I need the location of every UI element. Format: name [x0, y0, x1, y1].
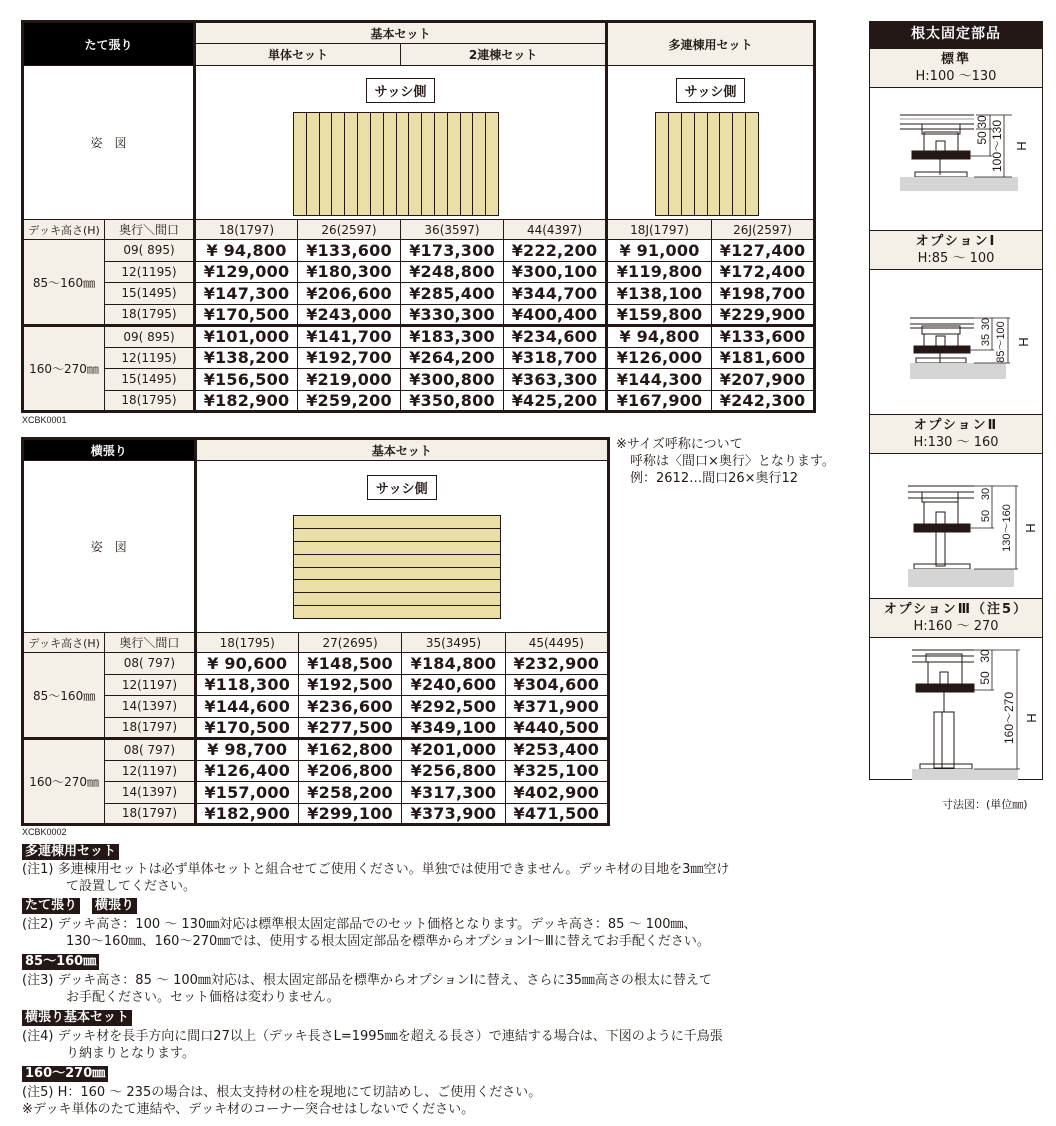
note-text: 多連棟用セットは必ず単体セットと組合せてご使用ください。単独では使用できません。デッキ材の目地を3㎜空け: [57, 862, 730, 877]
price-cell: ¥119,800: [607, 261, 712, 283]
depth-label: 14(1397): [105, 696, 195, 718]
price-cell: ¥256,800: [402, 760, 505, 782]
joist-bracket-diagram-icon: [870, 88, 1044, 230]
price-cell: ¥471,500: [505, 803, 608, 825]
price-cell: ¥ 90,600: [195, 653, 298, 675]
price-cell: ¥181,600: [712, 347, 815, 369]
col-header: 18J(1797): [607, 220, 712, 240]
depth-label: 12(1195): [105, 347, 195, 369]
table-row: [23, 326, 815, 348]
price-cell: ¥198,700: [712, 283, 815, 305]
svg-text:130〜160: 130〜160: [1001, 504, 1013, 552]
price-cell: ¥292,500: [402, 696, 505, 718]
price-cell: ¥170,500: [195, 717, 298, 739]
note-4: [22, 1028, 723, 1062]
price-cell: ¥141,700: [298, 326, 401, 348]
option-name: オプションⅠ: [915, 234, 997, 249]
option-range: H:130 〜 160: [913, 435, 999, 450]
sash-side-label: サッシ側: [367, 475, 437, 500]
price-cell: ¥118,300: [195, 674, 298, 696]
depth-label: 09( 895): [105, 326, 195, 348]
note-text: 130〜160㎜、160〜270㎜では、使用する根太固定部品を標準からオプションⅠ〜Ⅲに替えてお手配ください。: [66, 934, 710, 949]
col-header: 26J(2597): [712, 220, 815, 240]
depth-label: 18(1795): [105, 390, 195, 412]
group-basic-set: 基本セット: [195, 439, 608, 461]
vertical-deck-price-table: [21, 20, 816, 413]
note-text: り納まりとなります。: [66, 1046, 195, 1061]
note-text: お手配ください。セット価格は変わりません。: [66, 990, 340, 1005]
note-label: (注1): [22, 862, 54, 877]
note-label: (注5): [22, 1085, 54, 1100]
col-header-depth-width: 奥行＼間口: [105, 220, 195, 240]
joist-option-header: [870, 414, 1042, 454]
svg-text:50: 50: [975, 131, 989, 145]
group-multi-set: 多連棟用セット: [607, 22, 815, 66]
unit-note: 寸法図：(単位㎜): [942, 798, 1028, 811]
price-cell: ¥147,300: [195, 283, 298, 305]
price-cell: ¥ 94,800: [607, 326, 712, 348]
note-text: ※デッキ単体のたて連結や、デッキ材のコーナー突合せはしないでください。: [22, 1102, 475, 1117]
price-cell: ¥330,300: [401, 304, 504, 326]
price-cell: ¥126,000: [607, 347, 712, 369]
price-cell: ¥138,200: [195, 347, 298, 369]
table-row: [23, 261, 815, 283]
price-cell: ¥243,000: [298, 304, 401, 326]
option-range: H:100 〜130: [915, 69, 997, 84]
price-cell: ¥222,200: [504, 240, 607, 262]
depth-label: 08( 797): [105, 653, 195, 675]
table-row: [23, 653, 609, 675]
price-cell: ¥ 91,000: [607, 240, 712, 262]
table-title-vertical: たて張り: [23, 22, 195, 66]
size-note-example: 例：2612…間口26×奥行12: [630, 471, 799, 486]
price-cell: ¥400,400: [504, 304, 607, 326]
price-cell: ¥170,500: [195, 304, 298, 326]
joist-option1-diagram: [870, 270, 1042, 414]
group-basic-set: 基本セット: [195, 22, 607, 44]
note-tag-multi-set: 多連棟用セット: [22, 844, 119, 860]
price-cell: ¥300,100: [504, 261, 607, 283]
svg-text:H: H: [1016, 337, 1031, 347]
table-row: [23, 347, 815, 369]
price-cell: ¥229,900: [712, 304, 815, 326]
option-name: オプションⅡ: [913, 418, 999, 433]
depth-label: 18(1795): [105, 304, 195, 326]
joist-standard-diagram: [870, 88, 1042, 230]
svg-text:H: H: [1024, 713, 1039, 723]
depth-label: 15(1495): [105, 283, 195, 305]
depth-label: 12(1195): [105, 261, 195, 283]
table-title-horizontal: 横張り: [23, 439, 196, 461]
vertical-deck-figure-basic: [195, 66, 607, 220]
price-cell: ¥300,800: [401, 369, 504, 391]
height-group-label: 85〜160㎜: [23, 653, 105, 739]
price-cell: ¥206,600: [298, 283, 401, 305]
table-row: [23, 674, 609, 696]
svg-text:50: 50: [978, 671, 992, 685]
price-cell: ¥264,200: [401, 347, 504, 369]
price-cell: ¥206,800: [298, 760, 401, 782]
price-cell: ¥144,600: [195, 696, 298, 718]
col-header: 44(4397): [504, 220, 607, 240]
note-tag-85-160: 85〜160㎜: [22, 954, 99, 970]
note-text: デッキ高さ：85 〜 100㎜対応は、根太固定部品を標準からオプションⅠに替え、さらに35㎜高さの根太に替えて: [57, 973, 712, 988]
price-cell: ¥232,900: [505, 653, 608, 675]
table-row: [23, 782, 609, 804]
price-cell: ¥156,500: [195, 369, 298, 391]
svg-text:35: 35: [980, 333, 992, 347]
table-row: [23, 803, 609, 825]
col-header-deck-height: デッキ高さ(H): [23, 633, 105, 653]
price-cell: ¥299,100: [298, 803, 401, 825]
price-cell: ¥318,700: [504, 347, 607, 369]
price-cell: ¥162,800: [298, 739, 401, 761]
price-cell: ¥242,300: [712, 390, 815, 412]
price-cell: ¥138,100: [607, 283, 712, 305]
depth-label: 14(1397): [105, 782, 195, 804]
note-1: [22, 861, 729, 895]
price-cell: ¥344,700: [504, 283, 607, 305]
note-tag-vertical: たて張り: [22, 898, 80, 914]
price-cell: ¥180,300: [298, 261, 401, 283]
svg-text:160〜270: 160〜270: [1002, 691, 1016, 745]
price-cell: ¥373,900: [402, 803, 505, 825]
option-name: オプションⅢ（注5）: [883, 602, 1029, 617]
price-cell: ¥129,000: [195, 261, 298, 283]
svg-text:100〜130: 100〜130: [990, 119, 1004, 173]
price-cell: ¥133,600: [298, 240, 401, 262]
price-cell: ¥248,800: [401, 261, 504, 283]
table-row: [23, 369, 815, 391]
price-cell: ¥159,800: [607, 304, 712, 326]
price-cell: ¥317,300: [402, 782, 505, 804]
depth-label: 08( 797): [105, 739, 195, 761]
col-header: 18(1795): [195, 633, 298, 653]
depth-label: 18(1797): [105, 803, 195, 825]
table-row: [23, 739, 609, 761]
table-row: [23, 696, 609, 718]
option-range: H:85 〜 100: [917, 251, 995, 266]
table-row: [23, 304, 815, 326]
price-cell: ¥350,800: [401, 390, 504, 412]
size-note-line: 呼称は〈間口×奥行〉となります。: [630, 454, 835, 469]
svg-text:H: H: [1023, 523, 1038, 533]
figure-label: 姿 図: [23, 461, 196, 633]
price-cell: ¥201,000: [402, 739, 505, 761]
svg-text:30: 30: [980, 487, 992, 501]
note-text: デッキ材を長手方向に間口27以上（デッキ長さL=1995㎜を超える長さ）で連結する場合は、下図のように千鳥張: [57, 1029, 723, 1044]
col-header: 27(2695): [298, 633, 401, 653]
price-cell: ¥173,300: [401, 240, 504, 262]
price-cell: ¥349,100: [402, 717, 505, 739]
price-cell: ¥183,300: [401, 326, 504, 348]
price-cell: ¥127,400: [712, 240, 815, 262]
joist-option3-diagram: [870, 638, 1042, 780]
col-header: 26(2597): [298, 220, 401, 240]
table-row: [23, 240, 815, 262]
joist-bracket-diagram-icon: [870, 638, 1044, 780]
price-cell: ¥167,900: [607, 390, 712, 412]
price-cell: ¥258,200: [298, 782, 401, 804]
table-row: [23, 717, 609, 739]
size-naming-note: [616, 436, 835, 487]
vertical-deck-figure-multi: [607, 66, 815, 220]
price-cell: ¥ 98,700: [195, 739, 298, 761]
vertical-deck-boards-icon: [655, 112, 759, 216]
figure-label: 姿 図: [23, 66, 195, 220]
horizontal-deck-figure: [195, 461, 608, 633]
joist-option-header: [870, 230, 1042, 270]
price-cell: ¥240,600: [402, 674, 505, 696]
joist-option2-diagram: [870, 454, 1042, 598]
note-label: (注3): [22, 973, 54, 988]
svg-text:30: 30: [975, 115, 989, 129]
price-cell: ¥101,000: [195, 326, 298, 348]
option-name: 標準: [940, 52, 971, 67]
svg-text:85〜100: 85〜100: [995, 321, 1007, 363]
price-cell: ¥285,400: [401, 283, 504, 305]
group-single-set: 単体セット: [195, 44, 401, 66]
table-code: XCBK0002: [22, 827, 67, 837]
joist-option-header: [870, 48, 1042, 88]
height-group-label: 160〜270㎜: [23, 739, 105, 825]
price-cell: ¥126,400: [195, 760, 298, 782]
note-tag-160-270: 160〜270㎜: [22, 1066, 108, 1082]
price-cell: ¥363,300: [504, 369, 607, 391]
note-label: (注4): [22, 1029, 54, 1044]
note-5: [22, 1084, 541, 1118]
col-header-depth-width: 奥行＼間口: [105, 633, 195, 653]
price-cell: ¥402,900: [505, 782, 608, 804]
price-cell: ¥ 94,800: [195, 240, 298, 262]
svg-text:50: 50: [980, 509, 992, 523]
note-3: [22, 972, 712, 1006]
price-cell: ¥182,900: [195, 803, 298, 825]
price-cell: ¥277,500: [298, 717, 401, 739]
price-cell: ¥325,100: [505, 760, 608, 782]
horizontal-deck-boards-icon: [293, 515, 501, 619]
table-row: [23, 283, 815, 305]
table-row: [23, 390, 815, 412]
table-code: XCBK0001: [22, 415, 67, 425]
depth-label: 15(1495): [105, 369, 195, 391]
col-header: 36(3597): [401, 220, 504, 240]
table-row: [23, 760, 609, 782]
price-cell: ¥219,000: [298, 369, 401, 391]
col-header-deck-height: デッキ高さ(H): [23, 220, 105, 240]
col-header: 45(4495): [505, 633, 608, 653]
note-tag-horizontal: 横張り: [92, 898, 137, 914]
price-cell: ¥157,000: [195, 782, 298, 804]
price-cell: ¥440,500: [505, 717, 608, 739]
svg-text:H: H: [1014, 141, 1029, 151]
depth-label: 18(1797): [105, 717, 195, 739]
price-cell: ¥304,600: [505, 674, 608, 696]
price-cell: ¥259,200: [298, 390, 401, 412]
height-group-label: 160〜270㎜: [23, 326, 105, 412]
sash-side-label: サッシ側: [676, 78, 746, 103]
size-note-title: ※サイズ呼称について: [616, 437, 743, 452]
price-cell: ¥144,300: [607, 369, 712, 391]
price-cell: ¥133,600: [712, 326, 815, 348]
vertical-deck-boards-icon: [293, 112, 499, 216]
note-tag-horizontal-basic: 横張り基本セット: [22, 1010, 132, 1026]
price-cell: ¥192,500: [298, 674, 401, 696]
svg-text:30: 30: [980, 317, 992, 331]
joist-fixing-parts-panel: [869, 21, 1043, 780]
horizontal-deck-price-table: [21, 437, 610, 826]
joist-bracket-diagram-icon: [870, 454, 1044, 598]
sash-side-label: サッシ側: [366, 78, 436, 103]
price-cell: ¥425,200: [504, 390, 607, 412]
note-text: て設置してください。: [66, 879, 197, 894]
depth-label: 09( 895): [105, 240, 195, 262]
depth-label: 12(1197): [105, 674, 195, 696]
price-cell: ¥184,800: [402, 653, 505, 675]
note-label: (注2): [22, 917, 54, 932]
price-cell: ¥148,500: [298, 653, 401, 675]
col-header: 18(1797): [195, 220, 298, 240]
price-cell: ¥192,700: [298, 347, 401, 369]
option-range: H:160 〜 270: [913, 619, 999, 634]
note-text: デッキ高さ：100 〜 130㎜対応は標準根太固定部品でのセット価格となります。デッキ高さ：85 〜 100㎜、: [57, 917, 697, 932]
group-double-set: 2連棟セット: [401, 44, 607, 66]
price-cell: ¥234,600: [504, 326, 607, 348]
joist-option-header: [870, 598, 1042, 638]
price-cell: ¥371,900: [505, 696, 608, 718]
svg-text:30: 30: [978, 649, 992, 663]
price-cell: ¥182,900: [195, 390, 298, 412]
price-cell: ¥207,900: [712, 369, 815, 391]
price-cell: ¥172,400: [712, 261, 815, 283]
panel-title: 根太固定部品: [870, 21, 1042, 48]
height-group-label: 85〜160㎜: [23, 240, 105, 326]
price-cell: ¥253,400: [505, 739, 608, 761]
depth-label: 12(1197): [105, 760, 195, 782]
note-text: H：160 〜 235の場合は、根太支持材の柱を現地にて切詰めし、ご使用ください。: [57, 1085, 542, 1100]
col-header: 35(3495): [402, 633, 505, 653]
price-cell: ¥236,600: [298, 696, 401, 718]
note-2: [22, 916, 710, 950]
joist-bracket-diagram-icon: [870, 270, 1044, 414]
